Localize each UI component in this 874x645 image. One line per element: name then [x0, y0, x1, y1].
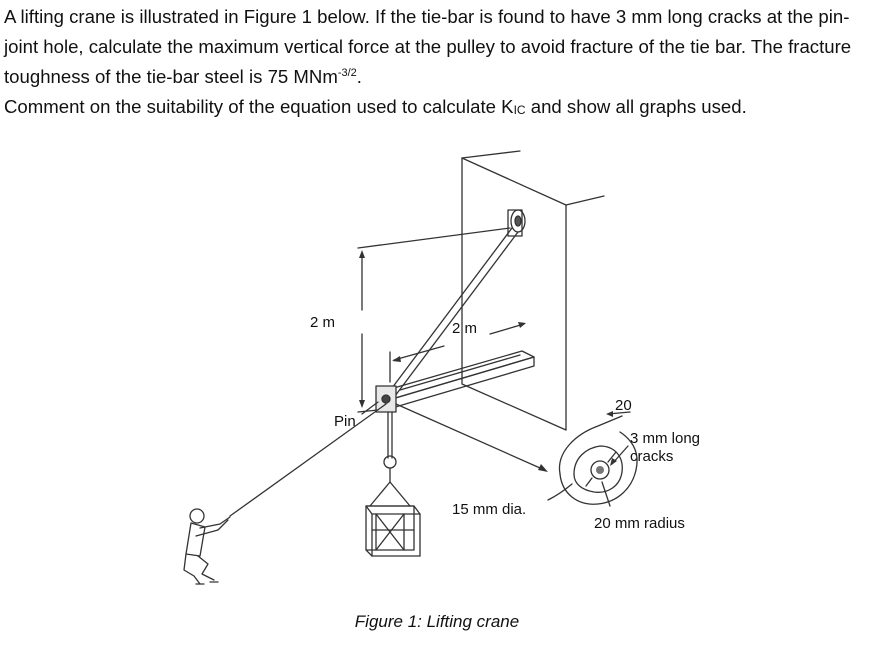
width-20-label: 20	[615, 397, 632, 414]
radius-label: 20 mm radius	[594, 515, 685, 532]
pin-joint	[376, 386, 396, 412]
question-p2-text: Comment on the suitability of the equation used to calculate K	[4, 96, 514, 117]
question-paragraph-1	[4, 2, 870, 92]
detail-leader	[396, 404, 572, 500]
question-p2-end: and show all graphs used.	[525, 96, 747, 117]
lifting-crane-figure	[0, 140, 874, 610]
wall-pulley	[508, 210, 525, 236]
cracks-label-line1: 3 mm long	[630, 430, 701, 447]
pull-rope	[230, 404, 386, 516]
question-p1-end: .	[356, 66, 362, 87]
height-dimension	[358, 228, 510, 412]
exponent: -3/2	[337, 67, 357, 79]
tie-bar-end-detail	[559, 411, 637, 506]
question-p1-text: A lifting crane is illustrated in Figure 1 below. If the tie-bar is found to have 3 mm long cracks at the pin-joint hole, calculate the maximum vertical force at the pulley to avoid fracture of the tie bar. The fracture toughness of the tie-bar steel is 75 MNm	[4, 6, 852, 87]
load-crate	[366, 482, 420, 556]
diameter-label: 15 mm dia.	[452, 501, 527, 518]
figure-caption: Figure 1: Lifting crane	[354, 612, 520, 631]
wall	[462, 151, 604, 430]
question-text	[4, 2, 870, 122]
height-label: 2 m	[310, 314, 336, 331]
length-label: 2 m	[452, 320, 478, 337]
cracks-label-line2: cracks	[630, 448, 674, 465]
man-figure	[184, 509, 230, 584]
hoist-rope	[384, 412, 396, 482]
pin-label: Pin	[334, 413, 356, 430]
jib-beam	[380, 351, 534, 408]
question-paragraph-2	[4, 92, 870, 122]
kic-subscript: IC	[513, 103, 526, 117]
